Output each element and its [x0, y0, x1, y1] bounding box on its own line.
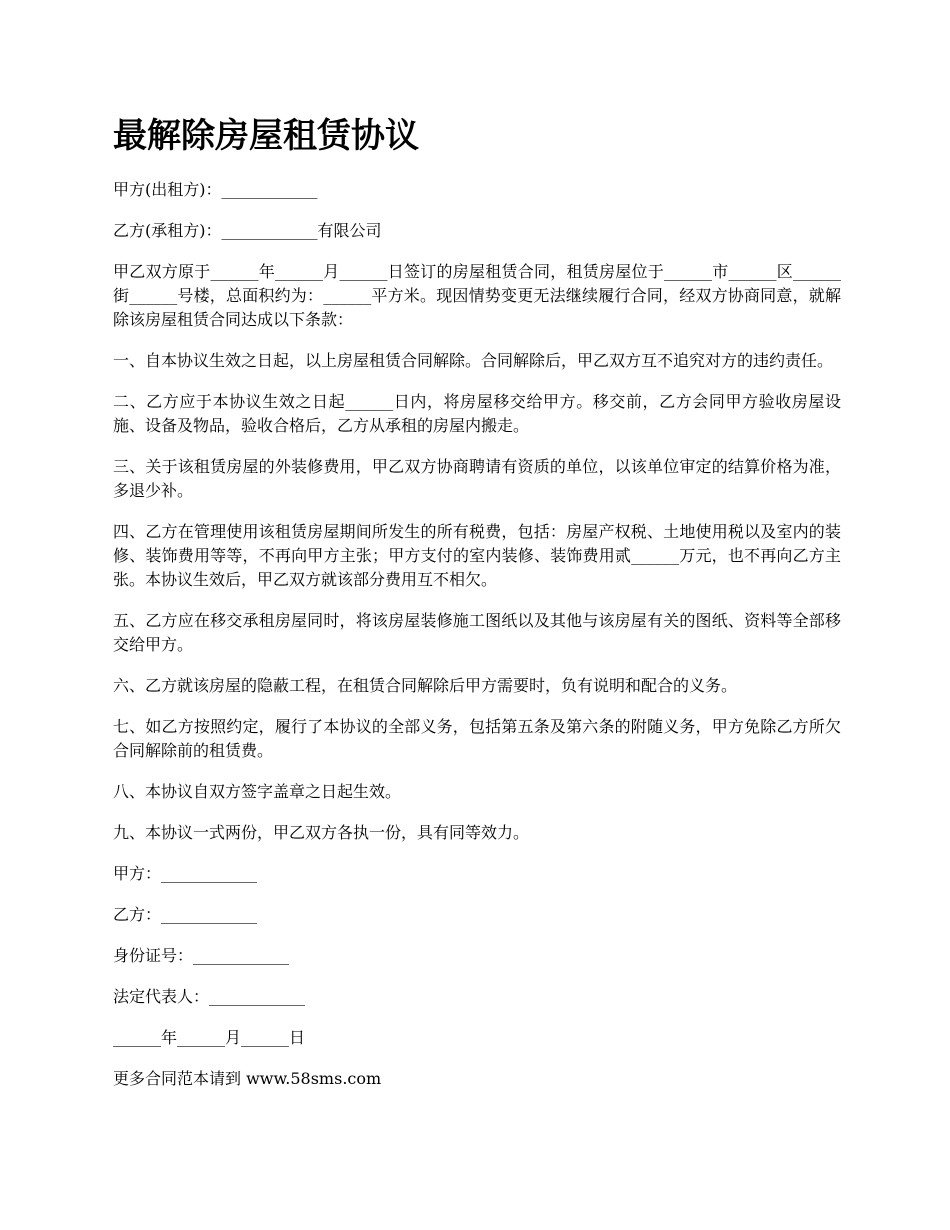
clause-4: 四、乙方在管理使用该租赁房屋期间所发生的所有税费，包括：房屋产权税、土地使用税以及室内的装修、装饰费用等等，不再向甲方主张；甲方支付的室内装修、装饰费用贰______万元，也不再向乙方主张。本协议生效后，甲乙双方就该部分费用互不相欠。	[113, 522, 841, 589]
signature-party-a: 甲方：____________	[113, 864, 258, 883]
id-number-line: 身份证号：____________	[113, 946, 290, 965]
preamble-paragraph: 甲乙双方原于______年______月______日签订的房屋租赁合同，租赁房屋位于______市______区______街______号楼，总面积约为：______平方米。现因情势变更无法继续履行合同，经双方协商同意，就解除该房屋租赁合同达成以下条款：	[113, 262, 841, 329]
clause-5: 五、乙方应在移交承租房屋同时，将该房屋装修施工图纸以及其他与该房屋有关的图纸、资料等全部移交给甲方。	[113, 611, 841, 654]
party-b-line: 乙方(承租方)：____________有限公司	[113, 221, 382, 240]
clause-7: 七、如乙方按照约定，履行了本协议的全部义务，包括第五条及第六条的附随义务，甲方免除乙方所欠合同解除前的租赁费。	[113, 717, 841, 760]
clause-3: 三、关于该租赁房屋的外装修费用，甲乙双方协商聘请有资质的单位，以该单位审定的结算价格为准，多退少补。	[113, 457, 841, 500]
clause-6: 六、乙方就该房屋的隐蔽工程，在租赁合同解除后甲方需要时，负有说明和配合的义务。	[113, 676, 738, 695]
clause-8: 八、本协议自双方签字盖章之日起生效。	[113, 782, 402, 801]
legal-representative-line: 法定代表人：____________	[113, 987, 306, 1006]
clause-1: 一、自本协议生效之日起，以上房屋租赁合同解除。合同解除后，甲乙双方互不追究对方的违约责任。	[113, 351, 834, 370]
clause-9: 九、本协议一式两份，甲乙双方各执一份，具有同等效力。	[113, 823, 530, 842]
document-page	[113, 112, 841, 1108]
clause-2: 二、乙方应于本协议生效之日起______日内，将房屋移交给甲方。移交前，乙方会同甲方验收房屋设施、设备及物品，验收合格后，乙方从承租的房屋内搬走。	[113, 392, 841, 435]
party-a-line: 甲方(出租方)：____________	[113, 180, 318, 199]
footer-note: 更多合同范本请到 www.58sms.com	[113, 1069, 382, 1088]
document-title: 最解除房屋租赁协议	[113, 116, 419, 156]
date-line: ______年______月______日	[113, 1028, 306, 1047]
signature-party-b: 乙方：____________	[113, 905, 258, 924]
